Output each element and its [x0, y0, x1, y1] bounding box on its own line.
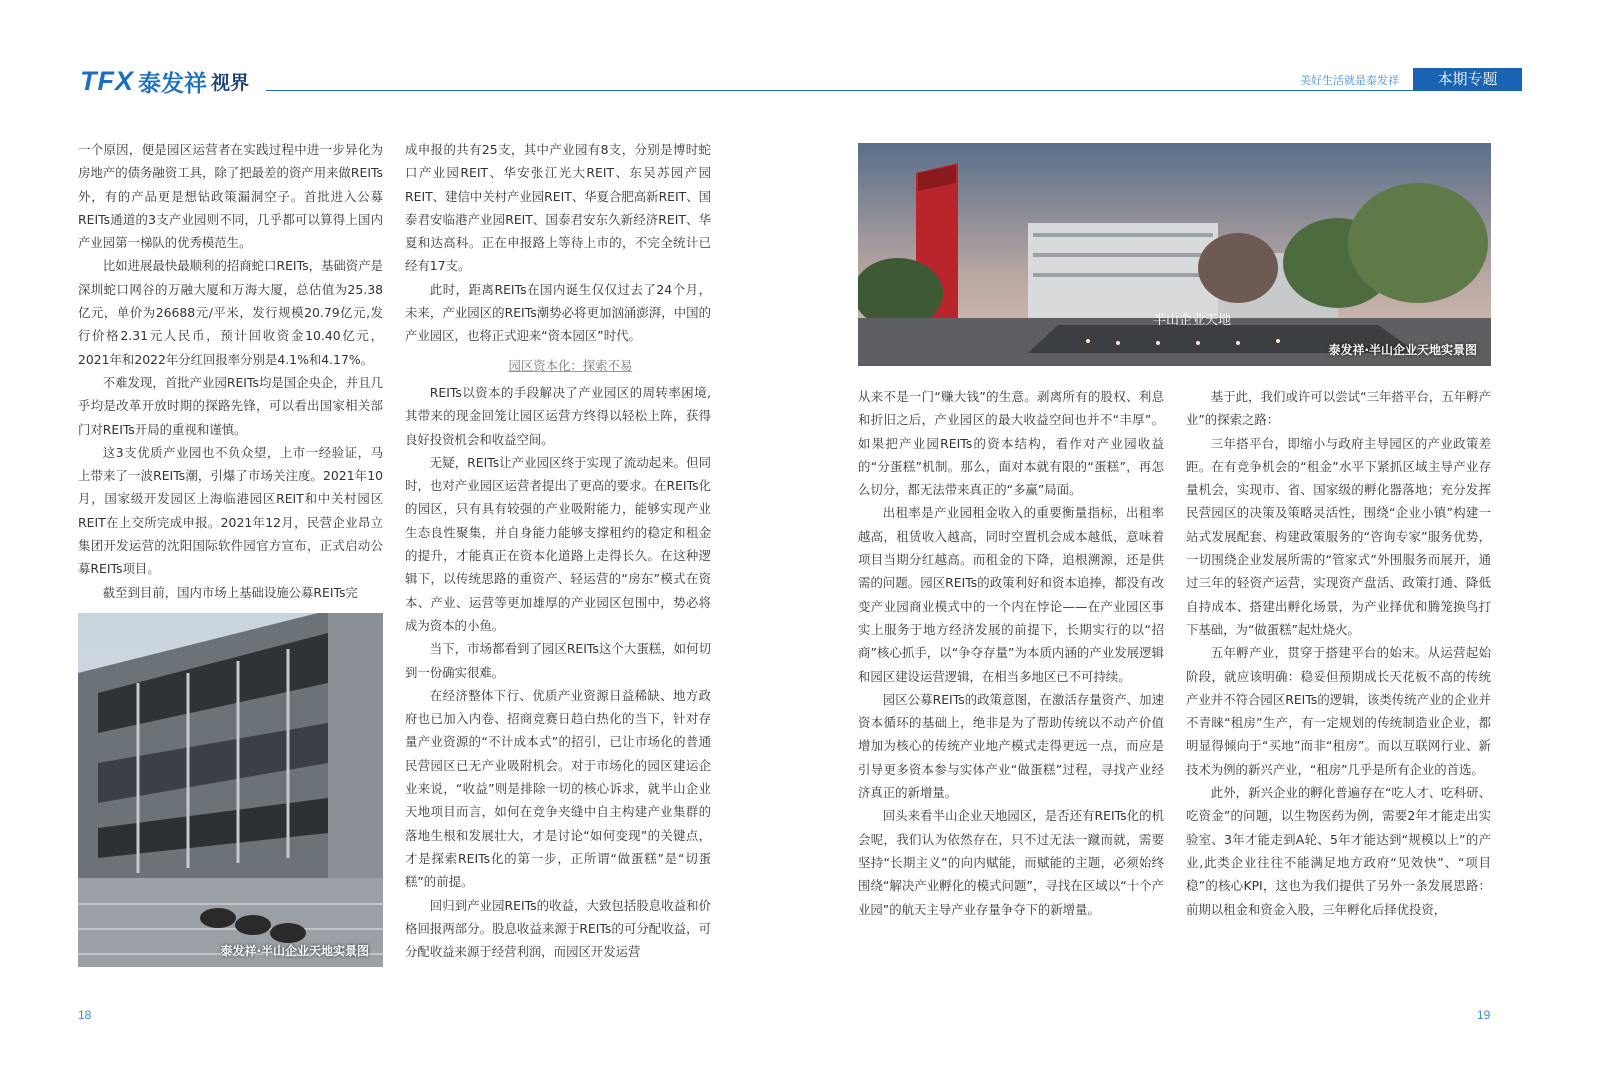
paragraph: 比如进展最快最顺利的招商蛇口REITs，基础资产是深圳蛇口网谷的万融大厦和万海大厦，总估值为25.38亿元，单价为26688元/平米，发行规模20.79亿元,发行价格2.31元人民币，预计回收资金10.40亿元，2021年和2022年分红回报率分别是4.1%和4.17%。: [78, 258, 383, 367]
right-column-1: [858, 385, 1164, 921]
paragraph: 截至到目前，国内市场上基础设施公募REITs完: [102, 584, 358, 600]
paragraph: 园区公募REITs的政策意图，在激活存量资产、加速资本循环的基础上，绝非是为了帮助传统以不动产价值增加为核心的传统产业地产模式走得更远一点，而应是引导更多资本参与实体产业“做蛋糕”过程，寻找产业经济真正的新增量。: [858, 691, 1164, 801]
paragraph: 当下，市场都看到了园区REITs这个大蛋糕，如何切到一份确实很难。: [405, 641, 711, 680]
building-photo-graphic: [78, 613, 383, 967]
paragraph: 成申报的共有25支，其中产业园有8支，分别是博时蛇口产业园REIT、华安张江光大REIT、东吴苏园产园REIT、建信中关村产业园REIT、华夏合肥高新REIT、国泰君安临港产业园REIT、国泰君安东久新经济REIT、华夏和达高科。正在申报路上等待上市的，不完全统计已经有17支。: [405, 142, 712, 274]
park-sign-text: 半山企业天地: [1153, 313, 1232, 328]
paragraph: 从来不是一门“赚大钱”的生意。剥离所有的股权、利息和折旧之后，产业园区的最大收益空间也并不“丰厚”。如果把产业园REITs的资本结构，看作对产业园收益的“分蛋糕”机制。那么，面对本就有限的“蛋糕”，再怎么切分，都无法带来真正的“多赢”局面。: [858, 389, 1164, 498]
paragraph: 出租率是产业园租金收入的重要衡量指标，出租率越高，租赁收入越高，同时空置机会成本越低，意味着项目当期分红越高。而租金的下降，追根溯源，还是供需的问题。园区REITs的政策利好和资本追捧，都没有改变产业园商业模式中的一个内在悖论——在产业园区事实上服务于地方经济发展的前提下，长期实行的以“招商”核心抓手，以“争夺存量”为本质内涵的产业发展逻辑和园区建设运营逻辑，在相当多地区已不可持续。: [858, 505, 1164, 684]
paragraph: 一个原因，便是园区运营者在实践过程中进一步异化为房地产的债务融资工具，除了把最差的资产用来做REITs外，有的产品更是想钻政策漏洞空子。首批进入公募REITs通道的3支产业园则不同，几乎都可以算得上国内产业园第一梯队的优秀模范生。: [78, 142, 383, 251]
logo-subtitle: 视界: [211, 71, 250, 94]
building-photo-left: [78, 613, 383, 967]
photo-caption: 泰发祥·半山企业天地实景图: [220, 944, 369, 958]
left-column-1: [78, 138, 383, 604]
logo-tfx: TFX: [80, 65, 134, 96]
paragraph: 回归到产业园REITs的收益，大致包括股息收益和价格回报两部分。股息收益来源于REITs的可分配收益，可分配收益来源于经营利润，而园区开发运营: [405, 897, 711, 960]
paragraph: 五年孵产业，贯穿于搭建平台的始末。从运营起始阶段，就应该明确：稳妥但预期成长天花板不高的传统产业并不符合园区REITs的逻辑，该类传统产业的企业并不青睐“租房”生产，有一定规划的传统制造业企业，都明显得倾向于“买地”而非“租房”。而以互联网行业、新技术为例的新兴产业，“租房”几乎是所有企业的首选。: [1186, 645, 1491, 777]
paragraph: 无疑，REITs让产业园区终于实现了流动起来。但同时，也对产业园区运营者提出了更高的要求。在REITs化的园区，只有具有较强的产业吸附能力，能够实现产业生态良性聚集，并自身能力能够支撑租约的稳定和租金的提升，才能真正在资本化道路上走得长久。在这种逻辑下，以传统思路的重资产、轻运营的“房东”模式在资本、产业、运营等更加雄厚的产业园区包围中，势必将成为资本的小鱼。: [405, 454, 711, 633]
left-column-2: [405, 138, 711, 963]
page-number-right: 19: [1477, 1008, 1491, 1022]
page-number-left: 18: [78, 1008, 92, 1022]
header-slogan: 美好生活就是泰发祥: [1300, 74, 1399, 87]
header-divider: [266, 90, 1522, 91]
photo-caption: 泰发祥·半山企业天地实景图: [1328, 343, 1477, 357]
paragraph: 基于此，我们或许可以尝试“三年搭平台，五年孵产业”的探索之路：: [1186, 389, 1491, 428]
paragraph: 在经济整体下行、优质产业资源日益稀缺、地方政府也已加入内卷、招商竞赛日趋白热化的当下，针对存量产业资源的“不计成本式”的招引，已让市场化的普通民营园区已无产业吸附机会。对于市场化的园区建运企业来说，“收益”则是排除一切的核心诉求，就半山企业天地项目而言，如何在竞争夹缝中自主构建产业集群的落地生根和发展壮大，才是讨论“如何变现”的关键点，才是探索REITs化的第一步，正所谓“做蛋糕”是“切蛋糕”的前提。: [405, 687, 711, 890]
paragraph: 此时，距离REITs在国内诞生仅仅过去了24个月，未来，产业园区的REITs潮势必将更加汹涌澎湃，中国的产业园区，也将正式迎来“资本园区”时代。: [405, 281, 711, 344]
paragraph: 不难发现，首批产业园REITs均是国企央企，并且几乎均是改革开放时期的探路先锋，可以看出国家相关部门对REITs开局的重视和谨慎。: [78, 374, 383, 437]
paragraph: REITs以资本的手段解决了产业园区的周转率困境,其带来的现金回笼让园区运营方终得以轻松上阵，获得良好投资机会和收益空间。: [405, 384, 711, 447]
paragraph: 三年搭平台，即缩小与政府主导园区的产业政策差距。在有竞争机会的“租金”水平下紧抓区域主导产业存量机会，实现市、省、国家级的孵化器落地；充分发挥民营园区的决策及策略灵活性，围绕“企业小镇”构建一站式发展配套、构建政策服务的“咨询专家”服务优势，一切围绕企业发展所需的“管家式”外围服务而展开，通过三年的轻资产运营，实现资产盘活、政策打通、降低自持成本、搭建出孵化场景，为产业择优和腾笼换鸟打下基础，为“做蛋糕”起灶烧火。: [1186, 435, 1491, 637]
magazine-logo: [80, 66, 249, 96]
section-tab: 本期专题: [1413, 68, 1522, 91]
section-subheading: 园区资本化：探索不易: [508, 357, 633, 373]
paragraph: 此外，新兴企业的孵化普遍存在“吃人才、吃科研、吃资金”的问题，以生物医药为例，需要2年才能走出实验室、3年才能走到A轮、5年才能达到“规模以上”的产业,此类企业往往不能满足地方政府“见效快”、“项目稳”的核心KPI，这也为我们提供了另外一条发展思路：前期以租金和资金入股，三年孵化后择优投资，: [1186, 785, 1491, 917]
park-photo-graphic: [858, 143, 1491, 366]
park-photo-right: [858, 143, 1491, 366]
paragraph: 回头来看半山企业天地园区，是否还有REITs化的机会呢，我们认为依然存在，只不过无法一蹴而就，需要坚持“长期主义”的向内赋能，而赋能的主题，必须始终围绕“解决产业孵化的模式问题”，寻找在区域以“十个产业园”的航天主导产业存量争夺下的新增量。: [858, 808, 1164, 917]
right-column-2: [1186, 385, 1491, 921]
paragraph: 这3支优质产业园也不负众望，上市一经验证，马上带来了一波REITs潮，引爆了市场关注度。2021年10月，国家级开发园区上海临港园区REIT和中关村园区REIT在上交所完成申报。2021年12月，民营企业昂立集团开发运营的沈阳国际软件园官方宣布，正式启动公募REITs项目。: [78, 444, 383, 577]
logo-chinese-name: 泰发祥: [138, 70, 207, 97]
